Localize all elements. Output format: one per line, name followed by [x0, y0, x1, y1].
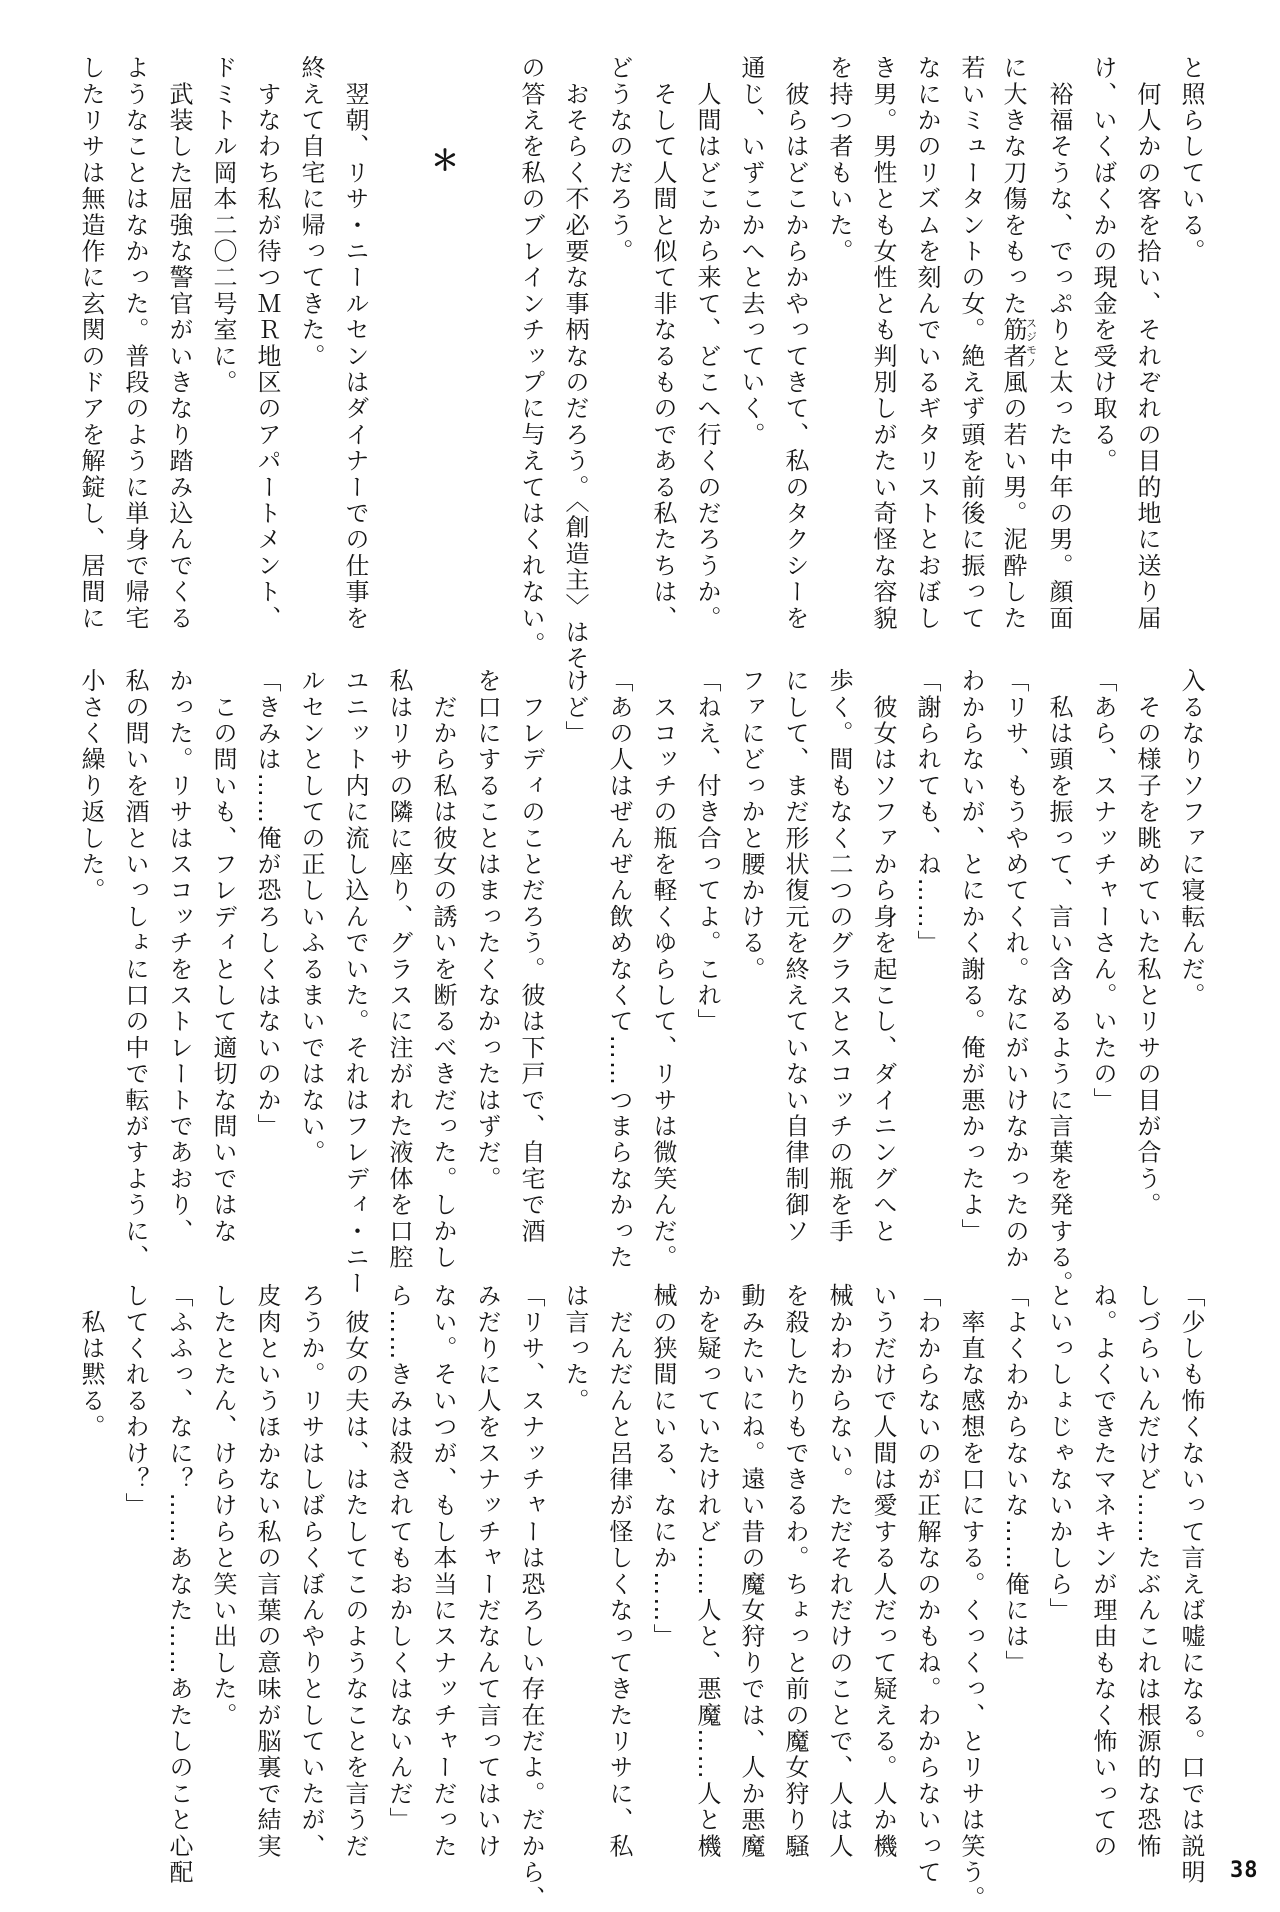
text-column: すなわち私が待つＭＲ地区のアパートメント、 [253, 55, 281, 632]
text-column: ね。よくできたマネキンが理由もなく怖いっての [1089, 1283, 1117, 1860]
text-column: 「リサ、スナッチャーは恐ろしい存在だよ。だから、 [517, 1283, 545, 1912]
text-column: みだりに人をスナッチャーだなんて言ってはいけ [473, 1283, 501, 1860]
text-column: 若いミュータントの女。絶えず頭を前後に振って [957, 55, 985, 632]
text-column: けど」 [561, 668, 589, 747]
text-column [377, 55, 421, 611]
text-column: 「リサ、もうやめてくれ。なにがいけなかったのか [1001, 668, 1029, 1271]
text-column: 人間はどこから来て、どこへ行くのだろうか。 [693, 55, 721, 632]
text-column: 彼女はソファから身を起こし、ダイニングへと [869, 668, 897, 1245]
text-column: ない。そいつが、もし本当にスナッチャーだった [429, 1283, 457, 1860]
text-column: 「ねえ、付き合ってよ。これ」 [693, 668, 721, 1035]
ruby-base: 筋者 [999, 317, 1027, 370]
text-column: ルセンとしての正しいふるまいではない。 [297, 668, 325, 1166]
text-column: 翌朝、リサ・ニールセンはダイナーでの仕事を [341, 55, 369, 632]
text-column: 歩く。間もなく二つのグラスとスコッチの瓶を手 [825, 668, 853, 1245]
text-column [993, 55, 1038, 632]
text-column: スコッチの瓶を軽くゆらして、リサは微笑んだ。 [649, 668, 677, 1271]
text-column: 械かわからない。ただそれだけのことで、人は人 [825, 1283, 853, 1860]
text-column: 終えて自宅に帰ってきた。 [297, 55, 325, 370]
text-column: 「きみは……俺が恐ろしくはないのか」 [253, 668, 281, 1140]
text-column: 「あら、スナッチャーさん。いたの」 [1089, 668, 1117, 1114]
text-column: 「少しも怖くないって言えば嘘になる。口では説明 [1177, 1283, 1205, 1886]
text-column: 「よくわからないな……俺には」 [1001, 1283, 1029, 1676]
text-column: 率直な感想を口にする。くっくっ、とリサは笑う。 [957, 1283, 985, 1912]
text-column: いうだけで人間は愛する人だって疑える。人か機 [869, 1283, 897, 1860]
text-column: を殺したりもできるわ。ちょっと前の魔女狩り騒 [781, 1283, 809, 1860]
section-break-asterisk: ＊ [427, 55, 460, 176]
text-column: 「ふふっ、なに？……あなた……あたしのこと心配 [165, 1283, 193, 1886]
text-column: 何人かの客を拾い、それぞれの目的地に送り届 [1133, 55, 1161, 632]
text-column: かった。リサはスコッチをストレートであおり、 [165, 668, 193, 1245]
text-column: どうなのだろう。 [605, 55, 633, 265]
text-column: しづらいんだけど……たぶんこれは根源的な恐怖 [1133, 1283, 1161, 1860]
text-column [465, 55, 509, 611]
text-column: 械の狭間にいる、なにか……」 [649, 1283, 677, 1650]
text-column: にして、まだ形状復元を終えていない自律制御ソ [781, 668, 809, 1245]
text-column: 「わからないのが正解なのかもね。わからないって [913, 1283, 941, 1886]
text-column: わからないが、とにかく謝る。俺が悪かったよ」 [957, 668, 985, 1245]
text-column: 裕福そうな、でっぷりと太った中年の男。顔面 [1045, 55, 1073, 632]
text-column: 私は黙る。 [77, 1283, 105, 1441]
text-column: ファにどっかと腰かける。 [737, 668, 765, 983]
ruby-text: スジモノ [1024, 317, 1038, 370]
text-column: かを疑っていたけれど……人と、悪魔……人と機 [693, 1283, 721, 1860]
text-column: を持つ者もいた。 [825, 55, 853, 265]
text-column: け、いくばくかの現金を受け取る。 [1089, 55, 1117, 475]
text-column: 彼女の夫は、はたしてこのようなことを言うだ [341, 1283, 369, 1860]
ruby-annotation [999, 317, 1038, 370]
text-column: フレディのことだろう。彼は下戸で、自宅で酒 [517, 668, 545, 1245]
text-column: したリサは無造作に玄関のドアを解錠し、居間に [77, 55, 105, 632]
text-column: 私は頭を振って、言い含めるように言葉を発する。 [1045, 668, 1073, 1297]
text-tier-top [69, 55, 1213, 672]
text-column: を口にすることはまったくなかったはずだ。 [473, 668, 501, 1192]
text-column: 彼らはどこからかやってきて、私のタクシーを [781, 55, 809, 632]
text-tier-middle [69, 668, 1213, 1297]
text-column: したとたん、けらけらと笑い出した。 [209, 1283, 237, 1729]
text-column: おそらく不必要な事柄なのだろう。〈創造主〉はそ [561, 55, 589, 672]
text-column: 通じ、いずこかへと去っていく。 [737, 55, 765, 448]
text-column: き男。男性とも女性とも判別しがたい奇怪な容貌 [869, 55, 897, 632]
page-number: 38 [1230, 1858, 1259, 1883]
text-column: 「謝られても、ね……」 [913, 668, 941, 957]
text-column: この問いも、フレディとして適切な問いではな [209, 668, 237, 1245]
text-segment: に大きな刀傷をもった [999, 55, 1027, 317]
text-column: だから私は彼女の誘いを断るべきだった。しかし [429, 668, 457, 1271]
text-column: そして人間と似て非なるものである私たちは、 [649, 55, 677, 632]
text-column: 小さく繰り返した。 [77, 668, 105, 904]
text-column: してくれるわけ？」 [121, 1283, 149, 1519]
text-column: は言った。 [561, 1283, 589, 1414]
text-column: ろうか。リサはしばらくぼんやりとしていたが、 [297, 1283, 325, 1860]
text-column: 「あの人はぜんぜん飲めなくて……つまらなかった [605, 668, 633, 1271]
text-column: 武装した屈強な警官がいきなり踏み込んでくる [165, 55, 193, 632]
text-column: ようなことはなかった。普段のように単身で帰宅 [121, 55, 149, 632]
text-tier-bottom [69, 1283, 1213, 1912]
text-column: なにかのリズムを刻んでいるギタリストとおぼし [913, 55, 941, 632]
text-column: の答えを私のブレインチップに与えてはくれない。 [517, 55, 545, 658]
text-column: 皮肉というほかない私の言葉の意味が脳裏で結実 [253, 1283, 281, 1860]
text-segment: 風の若い男。泥酔した [999, 369, 1027, 632]
text-column: その様子を眺めていた私とリサの目が合う。 [1133, 668, 1161, 1219]
text-column: 私の問いを酒といっしょに口の中で転がすように、 [121, 668, 149, 1271]
text-column: といっしょじゃないかしら」 [1045, 1283, 1073, 1624]
text-column: だんだんと呂律が怪しくなってきたリサに、私 [605, 1283, 633, 1860]
text-column: 動みたいにね。遠い昔の魔女狩りでは、人か悪魔 [737, 1283, 765, 1860]
text-column: ドミトル岡本二〇二号室に。 [209, 55, 237, 396]
text-column: 私はリサの隣に座り、グラスに注がれた液体を口腔 [385, 668, 413, 1271]
text-column: ら……きみは殺されてもおかしくはないんだ」 [385, 1283, 413, 1834]
text-column: と照らしている。 [1177, 55, 1205, 265]
text-column: 入るなりソファに寝転んだ。 [1177, 668, 1205, 1009]
text-column: ユニット内に流し込んでいた。それはフレディ・ニー [341, 668, 369, 1297]
